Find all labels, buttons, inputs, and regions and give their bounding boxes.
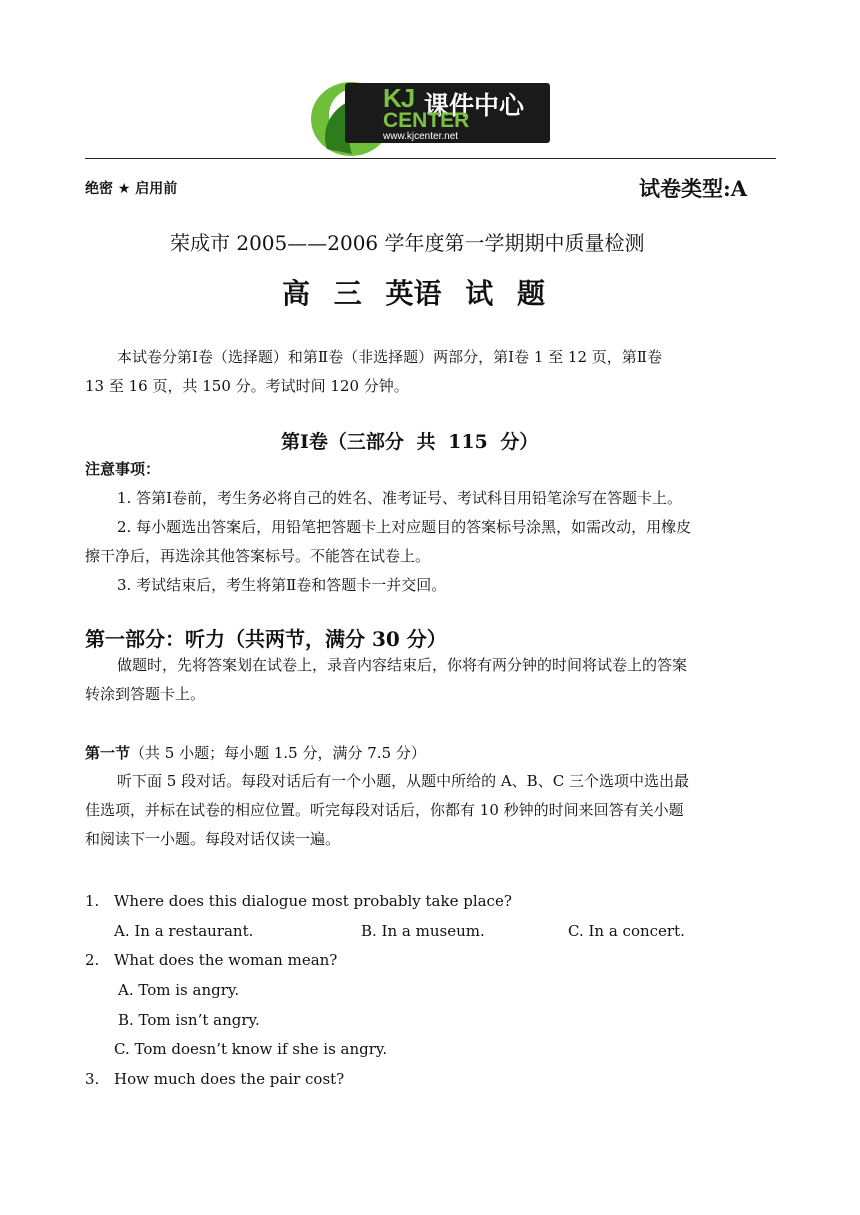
confidential-label: 绝密 ★ 启用前 bbox=[85, 181, 178, 197]
question-3-number: 3. bbox=[85, 1070, 100, 1088]
question-1-option-a: A. In a restaurant. bbox=[114, 922, 254, 940]
question-2-option-c: C. Tom doesn’t know if she is angry. bbox=[114, 1040, 388, 1058]
logo-kj-text: KJ bbox=[383, 83, 415, 113]
section-1-line-1: 听下面 5 段对话。每段对话后有一个小题，从题中所给的 A、B、C 三个选项中选出最 bbox=[117, 772, 689, 790]
question-1-text: Where does this dialogue most probably take place? bbox=[114, 892, 512, 910]
logo-url: www.kjcenter.net bbox=[383, 131, 459, 142]
question-2-option-a: A. Tom is angry. bbox=[118, 981, 240, 999]
logo-chinese-name: 课件中心 bbox=[424, 91, 525, 120]
note-1: 1. 答第Ⅰ卷前，考生务必将自己的姓名、准考证号、考试科目用铅笔涂写在答题卡上。 bbox=[117, 489, 683, 507]
section-1-info: （共 5 小题；每小题 1.5 分，满分 7.5 分） bbox=[130, 744, 426, 762]
section-1-header bbox=[85, 742, 426, 763]
exam-title: 高 三 英语 试 题 bbox=[282, 277, 545, 310]
logo-center-text: CENTER bbox=[383, 109, 470, 132]
kj-center-logo bbox=[307, 79, 550, 157]
note-2-line-2: 擦干净后，再选涂其他答案标号。不能答在试卷上。 bbox=[85, 547, 431, 565]
section-1-line-2: 佳选项，并标在试卷的相应位置。听完每段对话后，你都有 10 秒钟的时间来回答有关小题 bbox=[85, 801, 684, 819]
note-2-line-1: 2. 每小题选出答案后，用铅笔把答题卡上对应题目的答案标号涂黑，如需改动，用橡皮 bbox=[117, 518, 692, 536]
intro-line-2: 13 至 16 页，共 150 分。考试时间 120 分钟。 bbox=[85, 377, 409, 395]
intro-line-1: 本试卷分第Ⅰ卷（选择题）和第Ⅱ卷（非选择题）两部分，第Ⅰ卷 1 至 12 页，第Ⅱ卷 bbox=[117, 348, 662, 366]
section-1-label: 第一节 bbox=[85, 744, 131, 762]
question-2-option-b: B. Tom isn’t angry. bbox=[118, 1011, 260, 1029]
question-3-text: How much does the pair cost? bbox=[114, 1070, 345, 1088]
part-1-instruction-line-1: 做题时，先将答案划在试卷上，录音内容结束后，你将有两分钟的时间将试卷上的答案 bbox=[117, 656, 688, 674]
note-3: 3. 考试结束后，考生将第Ⅱ卷和答题卡一并交回。 bbox=[117, 576, 447, 594]
question-2-number: 2. bbox=[85, 951, 100, 969]
section-1-line-3: 和阅读下一小题。每段对话仅读一遍。 bbox=[85, 830, 341, 848]
question-1-number: 1. bbox=[85, 892, 100, 910]
exam-subtitle: 荣成市 2005——2006 学年度第一学期期中质量检测 bbox=[170, 231, 645, 255]
question-2-text: What does the woman mean? bbox=[114, 951, 338, 969]
question-1-option-b: B. In a museum. bbox=[361, 922, 485, 940]
question-1-option-c: C. In a concert. bbox=[568, 922, 685, 940]
part-1-instruction-line-2: 转涂到答题卡上。 bbox=[85, 685, 206, 703]
part-1-heading: 第一部分：听力（共两节，满分 30 分） bbox=[85, 627, 447, 651]
notes-title: 注意事项： bbox=[85, 460, 161, 478]
header-divider bbox=[85, 158, 776, 159]
paper-type-label: 试卷类型:A bbox=[639, 176, 748, 201]
volume-1-heading: 第Ⅰ卷（三部分 共 115 分） bbox=[281, 431, 539, 453]
